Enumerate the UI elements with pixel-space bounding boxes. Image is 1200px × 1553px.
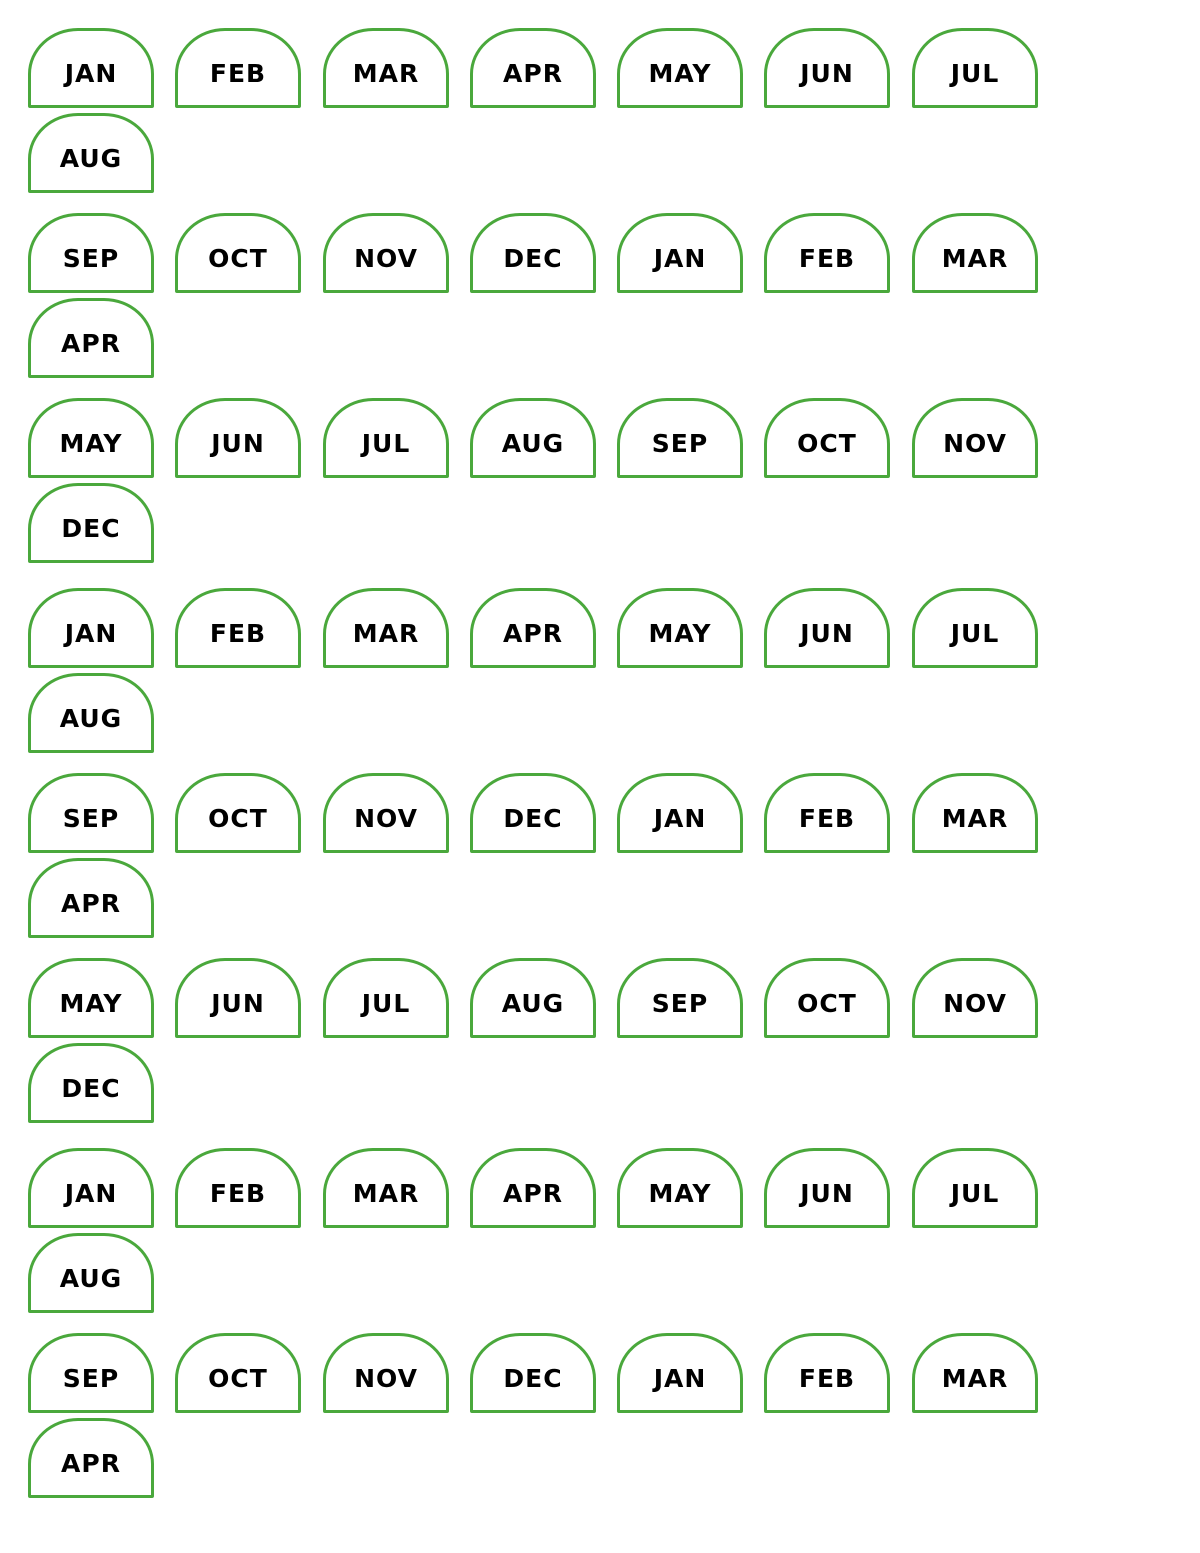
month-tab-sep[interactable] [28, 773, 154, 853]
month-tab-jun[interactable] [764, 1148, 890, 1228]
month-tab-apr[interactable] [470, 588, 596, 668]
month-tab-label: APR [61, 1448, 121, 1478]
month-tab-feb[interactable] [764, 773, 890, 853]
month-tab-label: OCT [208, 803, 268, 833]
month-tab-nov[interactable] [323, 1333, 449, 1413]
month-tab-mar[interactable] [912, 773, 1038, 853]
month-tab-label: FEB [798, 803, 856, 833]
month-tab-jan[interactable] [617, 773, 743, 853]
month-tab-jul[interactable] [912, 588, 1038, 668]
month-tab-label: DEC [503, 243, 563, 273]
month-tab-oct[interactable] [764, 958, 890, 1038]
month-tab-dec[interactable] [28, 483, 154, 563]
month-tab-label: AUG [59, 1263, 123, 1293]
month-tab-feb[interactable] [764, 213, 890, 293]
month-tab-dec[interactable] [470, 1333, 596, 1413]
month-tab-label: JUL [361, 988, 411, 1018]
month-tab-label: MAY [59, 988, 123, 1018]
month-tab-label: APR [503, 1178, 563, 1208]
month-tab-label: AUG [59, 703, 123, 733]
month-tab-jan[interactable] [28, 28, 154, 108]
month-tab-jul[interactable] [323, 398, 449, 478]
month-tab-oct[interactable] [764, 398, 890, 478]
month-tab-label: DEC [61, 1073, 121, 1103]
month-tab-label: NOV [943, 428, 1007, 458]
month-tab-feb[interactable] [764, 1333, 890, 1413]
month-tab-label: NOV [354, 1363, 418, 1393]
month-tab-label: NOV [354, 243, 418, 273]
month-tab-label: JAN [64, 58, 118, 88]
month-tab-label: OCT [797, 428, 857, 458]
month-tab-oct[interactable] [175, 1333, 301, 1413]
month-tab-jul[interactable] [912, 28, 1038, 108]
month-tab-jun[interactable] [764, 588, 890, 668]
month-tab-aug[interactable] [28, 1233, 154, 1313]
month-tab-label: MAR [352, 58, 420, 88]
month-tab-label: JUL [950, 618, 1000, 648]
month-tab-apr[interactable] [470, 28, 596, 108]
month-tab-label: JUN [211, 988, 265, 1018]
month-tab-label: MAR [352, 1178, 420, 1208]
month-tab-label: MAY [59, 428, 123, 458]
month-tab-label: MAY [648, 1178, 712, 1208]
month-tab-label: JAN [653, 243, 707, 273]
month-tab-may[interactable] [28, 398, 154, 478]
month-tab-label: JUN [800, 618, 854, 648]
month-tab-label: APR [61, 888, 121, 918]
month-tab-sep[interactable] [617, 398, 743, 478]
month-tab-nov[interactable] [912, 398, 1038, 478]
month-tab-label: FEB [209, 1178, 267, 1208]
month-tab-label: OCT [208, 243, 268, 273]
month-tab-aug[interactable] [470, 958, 596, 1038]
month-tab-label: SEP [62, 803, 120, 833]
month-tab-feb[interactable] [175, 588, 301, 668]
month-tab-apr[interactable] [28, 1418, 154, 1498]
month-tab-label: MAR [941, 803, 1009, 833]
month-tab-label: FEB [209, 58, 267, 88]
month-tab-oct[interactable] [175, 213, 301, 293]
month-tab-label: JUL [950, 1178, 1000, 1208]
month-tab-label: AUG [59, 143, 123, 173]
month-tab-feb[interactable] [175, 1148, 301, 1228]
month-tab-dec[interactable] [470, 773, 596, 853]
month-tab-mar[interactable] [323, 1148, 449, 1228]
month-tab-jun[interactable] [764, 28, 890, 108]
month-tab-label: OCT [208, 1363, 268, 1393]
month-tab-label: JAN [64, 1178, 118, 1208]
month-tab-label: DEC [503, 1363, 563, 1393]
month-tab-may[interactable] [617, 588, 743, 668]
month-tab-jun[interactable] [175, 398, 301, 478]
month-tab-label: APR [503, 58, 563, 88]
month-tab-apr[interactable] [470, 1148, 596, 1228]
month-tab-label: SEP [62, 243, 120, 273]
month-tab-label: JAN [64, 618, 118, 648]
month-tab-label: FEB [209, 618, 267, 648]
month-tab-nov[interactable] [323, 773, 449, 853]
month-tab-nov[interactable] [323, 213, 449, 293]
month-tab-jun[interactable] [175, 958, 301, 1038]
month-tab-aug[interactable] [28, 113, 154, 193]
month-tab-label: JUN [211, 428, 265, 458]
month-tab-aug[interactable] [470, 398, 596, 478]
month-tab-jul[interactable] [323, 958, 449, 1038]
month-tab-sep[interactable] [28, 213, 154, 293]
month-tab-label: SEP [62, 1363, 120, 1393]
month-tab-label: JAN [653, 1363, 707, 1393]
month-tab-feb[interactable] [175, 28, 301, 108]
month-tab-sep[interactable] [617, 958, 743, 1038]
month-tab-label: DEC [61, 513, 121, 543]
month-tab-label: JUN [800, 58, 854, 88]
month-tab-dec[interactable] [470, 213, 596, 293]
month-tab-label: MAY [648, 58, 712, 88]
month-tab-label: JUL [950, 58, 1000, 88]
month-tab-jan[interactable] [28, 588, 154, 668]
month-tab-may[interactable] [617, 1148, 743, 1228]
month-tab-jan[interactable] [617, 213, 743, 293]
month-tab-label: APR [503, 618, 563, 648]
month-tab-mar[interactable] [912, 1333, 1038, 1413]
month-tab-mar[interactable] [323, 28, 449, 108]
month-tab-label: FEB [798, 243, 856, 273]
month-tab-label: MAR [941, 243, 1009, 273]
month-tab-label: DEC [503, 803, 563, 833]
month-tab-apr[interactable] [28, 298, 154, 378]
month-tab-label: MAY [648, 618, 712, 648]
month-tab-may[interactable] [28, 958, 154, 1038]
month-tab-mar[interactable] [912, 213, 1038, 293]
month-tab-sep[interactable] [28, 1333, 154, 1413]
month-tab-label: MAR [352, 618, 420, 648]
month-tab-apr[interactable] [28, 858, 154, 938]
month-tab-may[interactable] [617, 28, 743, 108]
month-tab-label: NOV [943, 988, 1007, 1018]
month-tab-label: OCT [797, 988, 857, 1018]
month-tab-label: FEB [798, 1363, 856, 1393]
month-tab-aug[interactable] [28, 673, 154, 753]
month-tab-oct[interactable] [175, 773, 301, 853]
month-tab-jul[interactable] [912, 1148, 1038, 1228]
month-tab-label: APR [61, 328, 121, 358]
month-tab-label: JUL [361, 428, 411, 458]
month-tab-jan[interactable] [617, 1333, 743, 1413]
month-tab-label: SEP [651, 428, 709, 458]
month-tab-label: SEP [651, 988, 709, 1018]
month-tab-label: NOV [354, 803, 418, 833]
month-tab-nov[interactable] [912, 958, 1038, 1038]
month-tab-jan[interactable] [28, 1148, 154, 1228]
month-tab-label: MAR [941, 1363, 1009, 1393]
month-tab-label: AUG [501, 428, 565, 458]
month-tab-mar[interactable] [323, 588, 449, 668]
month-tab-label: JAN [653, 803, 707, 833]
month-tab-label: AUG [501, 988, 565, 1018]
month-tab-label: JUN [800, 1178, 854, 1208]
month-tab-dec[interactable] [28, 1043, 154, 1123]
